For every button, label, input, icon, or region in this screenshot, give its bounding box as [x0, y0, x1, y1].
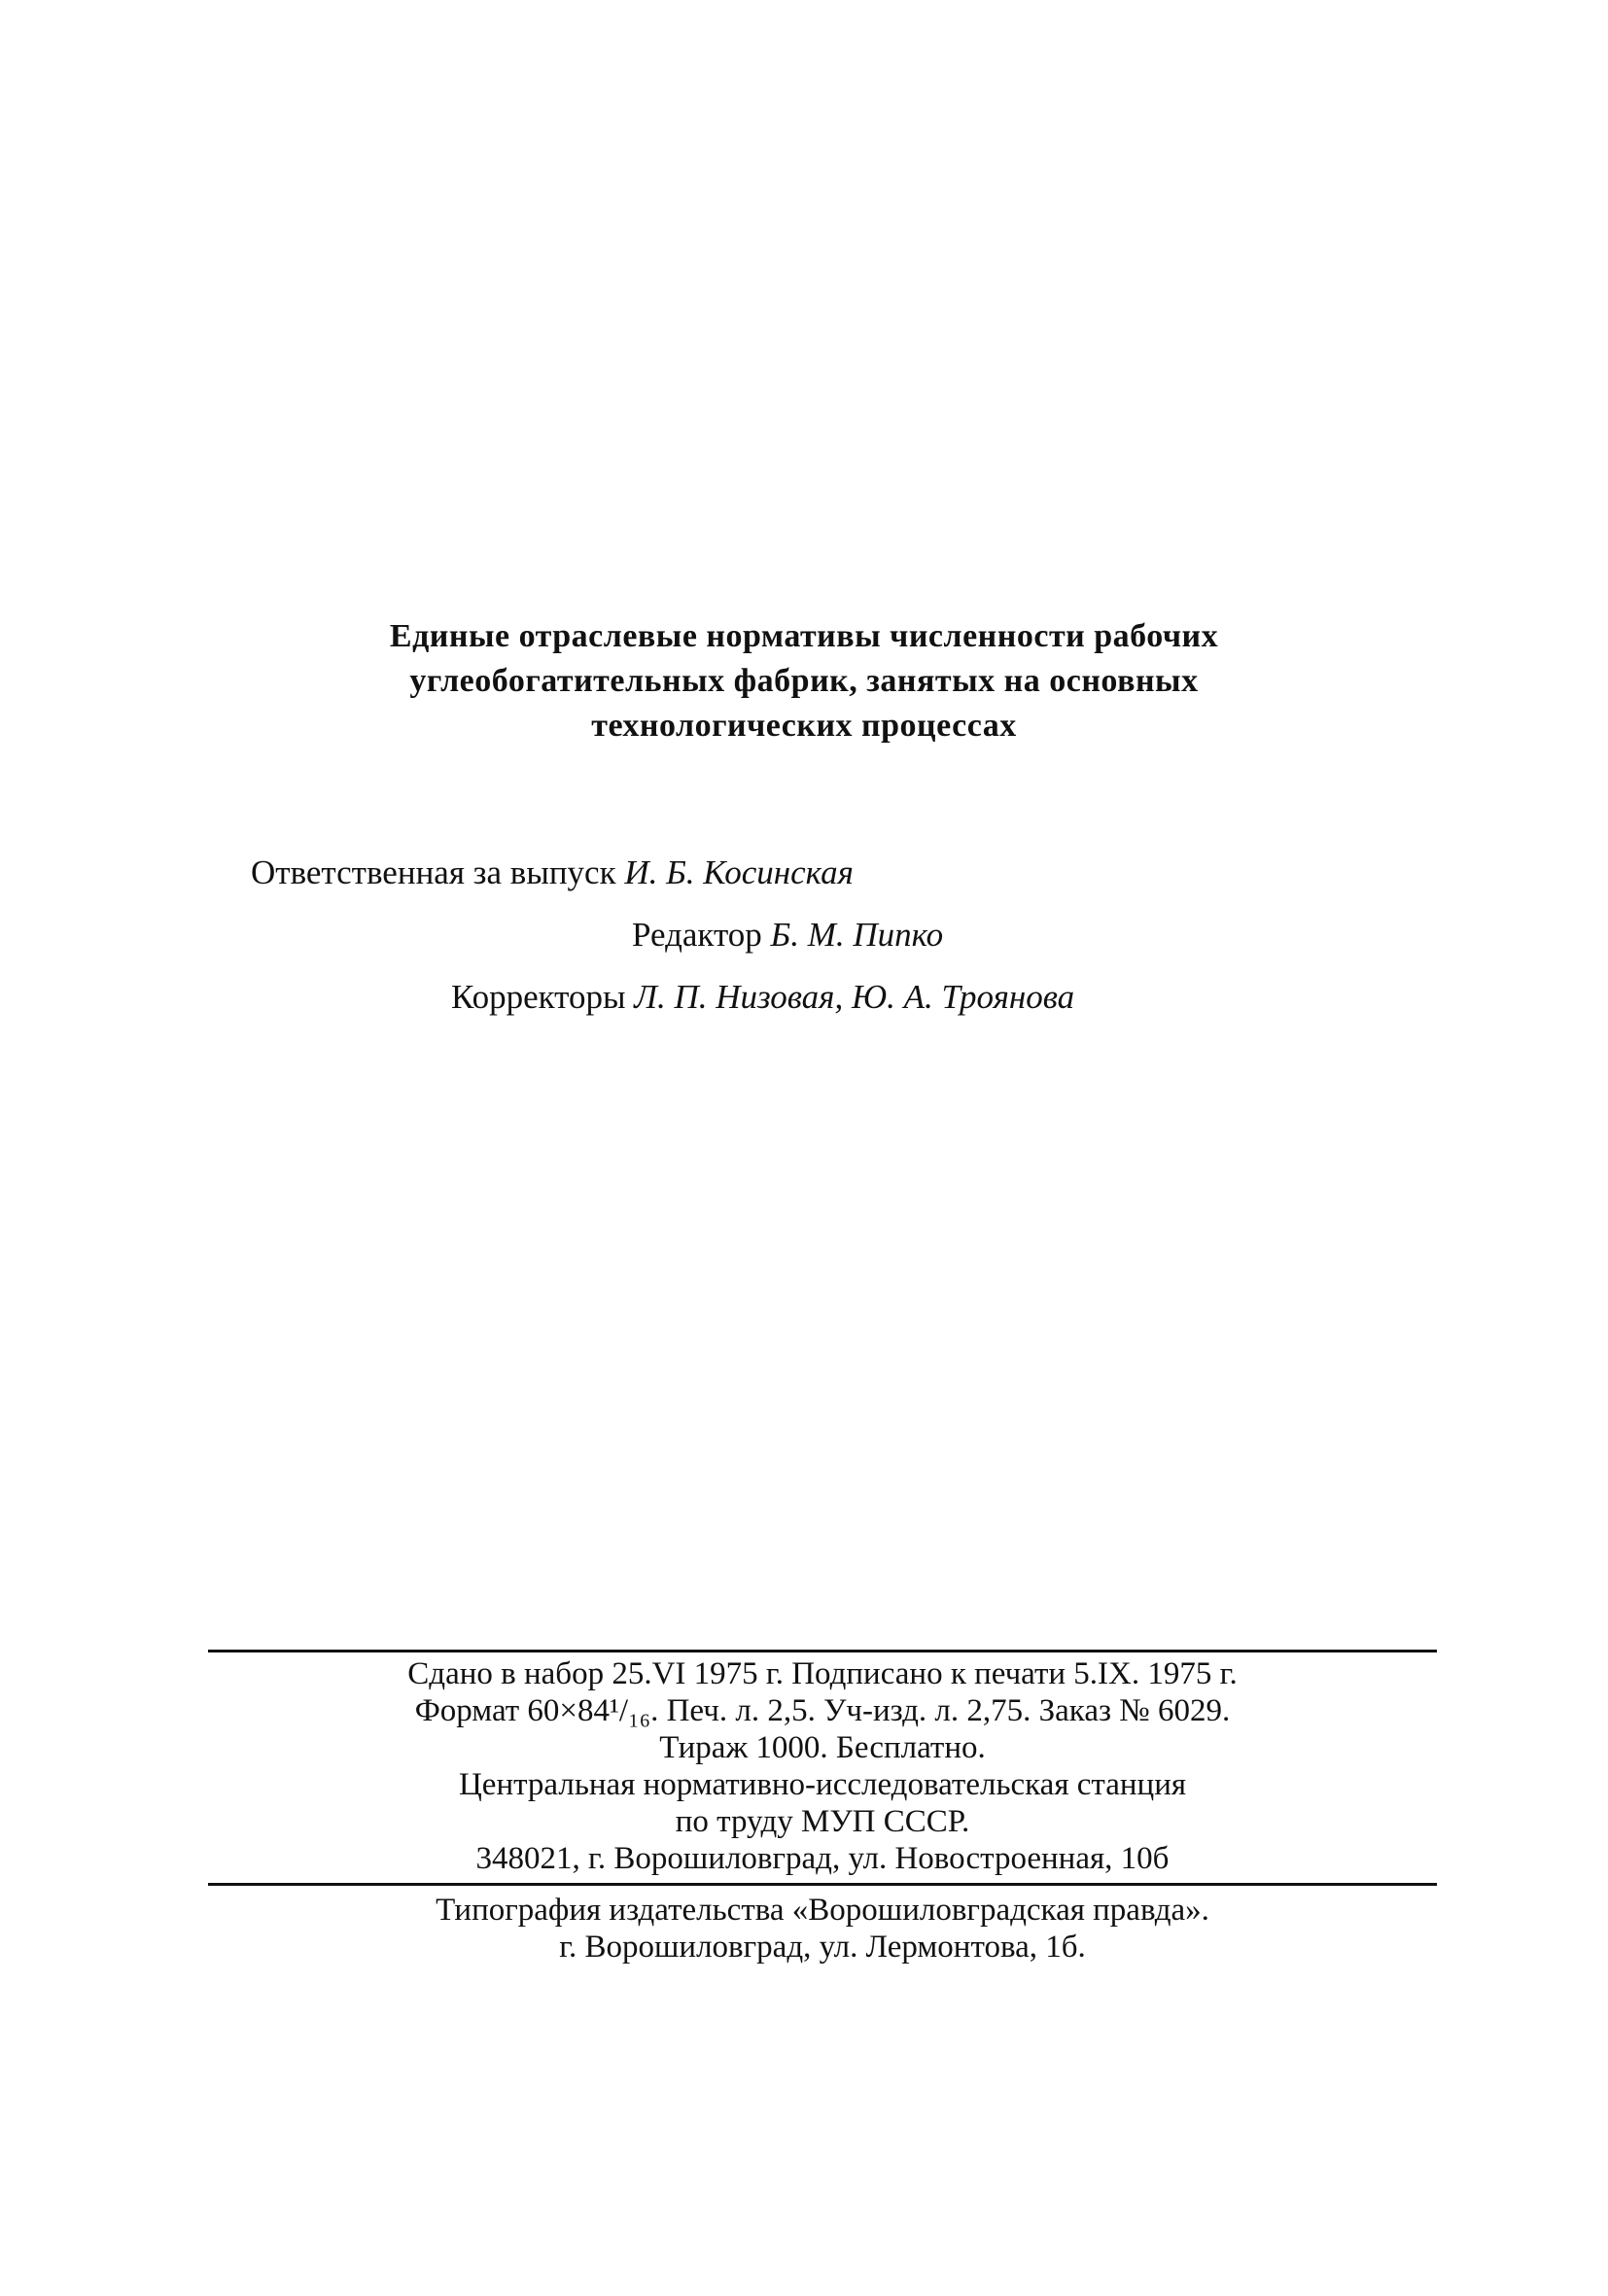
printer-imprint: [208, 1892, 1437, 1966]
printer-line: г. Ворошиловград, ул. Лермонтова, 1б.: [559, 1930, 1086, 1965]
credit-name: И. Б. Косинская: [624, 853, 854, 891]
title-line: углеобогатительных фабрик, занятых на основных: [409, 663, 1199, 699]
printer-line: Типография издательства «Ворошиловградская правда».: [436, 1893, 1209, 1928]
divider-top: [208, 1650, 1437, 1652]
imprint-line: Формат 60×84¹/₁₆. Печ. л. 2,5. Уч-изд. л. 2,75. Заказ № 6029.: [414, 1693, 1231, 1728]
credit-name: Б. М. Пипко: [770, 916, 944, 954]
credit-editor: [632, 914, 943, 957]
title-line: Единые отраслевые нормативы численности рабочих: [389, 618, 1219, 654]
title-line: технологических процессах: [591, 708, 1017, 744]
imprint-line: по труду МУП СССР.: [675, 1804, 970, 1839]
imprint-line: 348021, г. Ворошиловград, ул. Новостроенная, 10б: [475, 1841, 1170, 1876]
imprint-line: Сдано в набор 25.VI 1975 г. Подписано к печати 5.IX. 1975 г.: [407, 1656, 1238, 1691]
document-title: [0, 614, 1608, 748]
credit-role: Редактор: [632, 916, 762, 954]
divider-bottom: [208, 1883, 1437, 1886]
credit-proofreaders: [451, 976, 1074, 1019]
imprint-line: Тираж 1000. Бесплатно.: [659, 1730, 986, 1765]
publication-imprint: [208, 1655, 1437, 1877]
credit-name: Л. П. Низовая, Ю. А. Троянова: [634, 978, 1075, 1016]
credit-responsible: [251, 852, 854, 894]
imprint-line: Центральная нормативно-исследовательская станция: [458, 1767, 1187, 1802]
credit-role: Ответственная за выпуск: [251, 853, 616, 891]
credit-role: Корректоры: [451, 978, 626, 1016]
